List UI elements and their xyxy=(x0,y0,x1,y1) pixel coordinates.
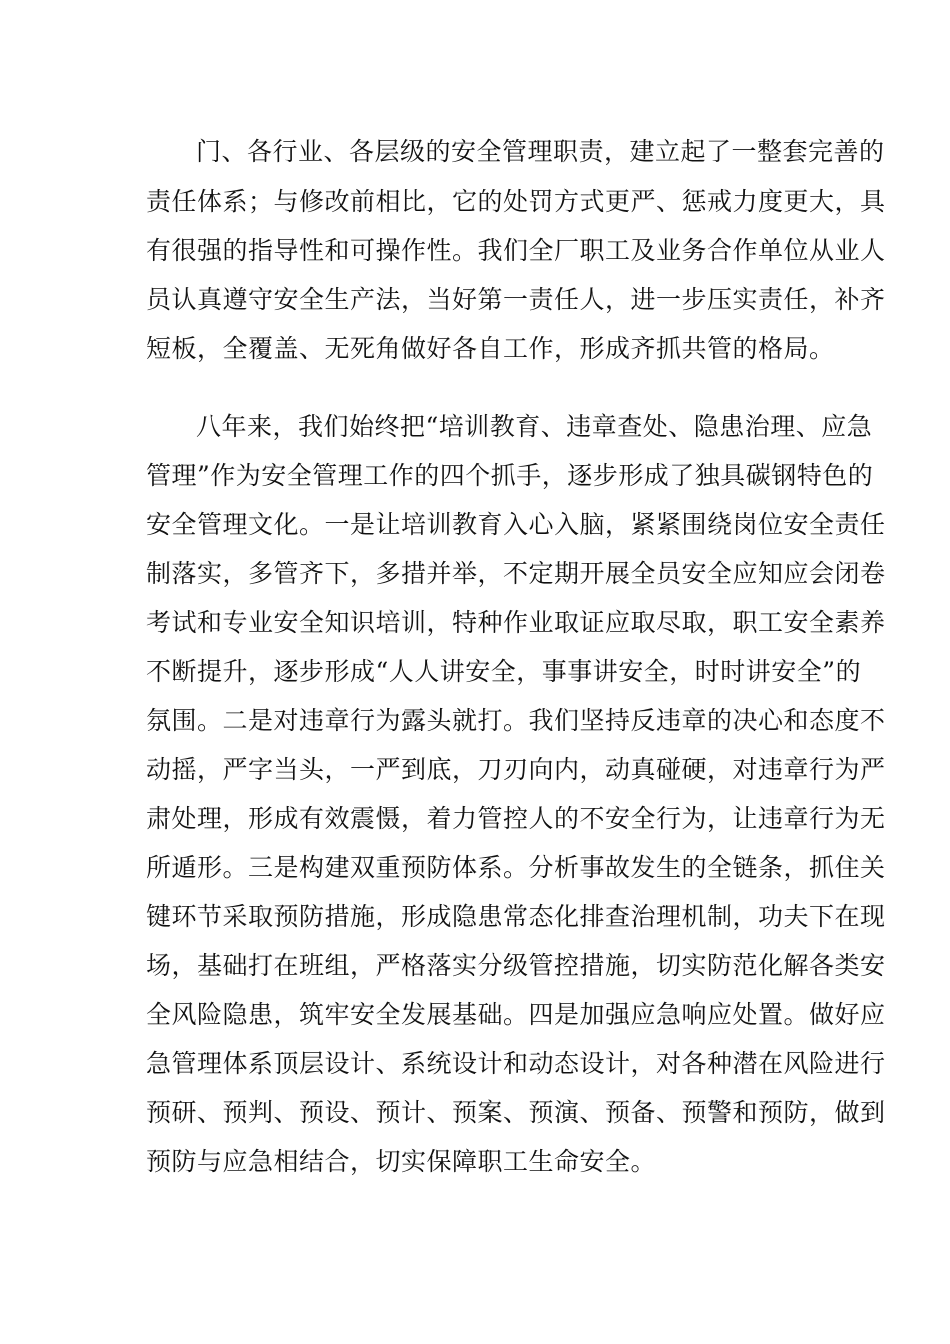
paragraph-2-line-4: 制落实，多管齐下，多措并举，不定期开展全员安全应知应会闭卷 xyxy=(146,559,886,588)
paragraph-2-line-16: 预防与应急相结合，切实保障职工生命安全。 xyxy=(146,1147,657,1176)
paragraph-2-line-15: 预研、预判、预设、预计、预案、预演、预备、预警和预防，做到 xyxy=(146,1098,886,1127)
paragraph-1-line-4: 员认真遵守安全生产法，当好第一责任人，进一步压实责任，补齐 xyxy=(146,285,886,314)
paragraph-2-line-12: 场，基础打在班组，严格落实分级管控措施，切实防范化解各类安 xyxy=(146,951,886,980)
paragraph-2-line-3: 安全管理文化。一是让培训教育入心入脑，紧紧围绕岗位安全责任 xyxy=(146,510,886,539)
paragraph-1-line-2: 责任体系；与修改前相比，它的处罚方式更严、惩戒力度更大，具 xyxy=(146,187,886,216)
paragraph-2-line-10: 所遁形。三是构建双重预防体系。分析事故发生的全链条，抓住关 xyxy=(146,853,886,882)
paragraph-1-line-5: 短板，全覆盖、无死角做好各自工作，形成齐抓共管的格局。 xyxy=(146,334,835,363)
paragraph-2-line-13: 全风险隐患，筑牢安全发展基础。四是加强应急响应处置。做好应 xyxy=(146,1000,886,1029)
paragraph-2-line-11: 键环节采取预防措施，形成隐患常态化排查治理机制，功夫下在现 xyxy=(146,902,886,931)
paragraph-2-line-7: 氛围。二是对违章行为露头就打。我们坚持反违章的决心和态度不 xyxy=(146,706,886,735)
paragraph-2-line-8: 动摇，严字当头，一严到底，刀刃向内，动真碰硬，对违章行为严 xyxy=(146,755,886,784)
paragraph-1-line-3: 有很强的指导性和可操作性。我们全厂职工及业务合作单位从业人 xyxy=(146,236,886,265)
paragraph-1-line-1: 门、各行业、各层级的安全管理职责，建立起了一整套完善的 xyxy=(196,137,885,166)
paragraph-2-line-5: 考试和专业安全知识培训，特种作业取证应取尽取，职工安全素养 xyxy=(146,608,886,637)
paragraph-2-line-9: 肃处理，形成有效震慑，着力管控人的不安全行为，让违章行为无 xyxy=(146,804,886,833)
paragraph-2-line-1: 八年来，我们始终把“培训教育、违章查处、隐患治理、应急 xyxy=(196,412,873,441)
paragraph-2-line-2: 管理”作为安全管理工作的四个抓手，逐步形成了独具碳钢特色的 xyxy=(146,461,874,490)
paragraph-2-line-6: 不断提升，逐步形成“人人讲安全，事事讲安全，时时讲安全”的 xyxy=(146,657,862,686)
paragraph-2-line-14: 急管理体系顶层设计、系统设计和动态设计，对各种潜在风险进行 xyxy=(146,1049,886,1078)
